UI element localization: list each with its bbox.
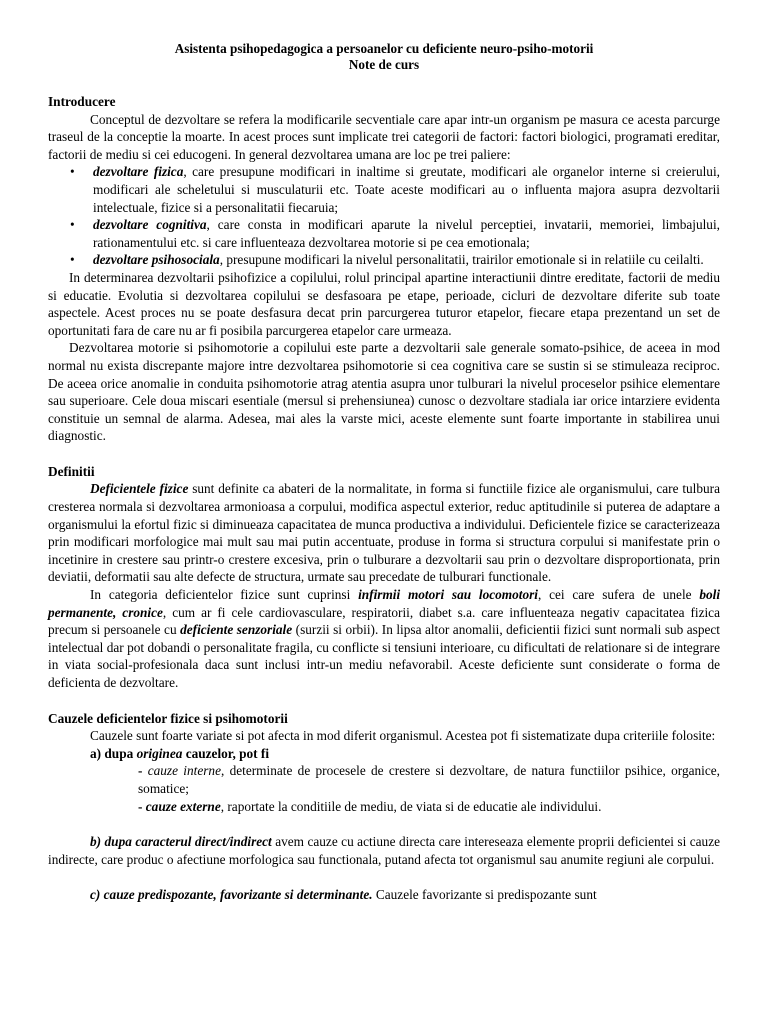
list-item-text: , determinate de procesele de crestere si dezvoltare, de natura functiilor psihice, organice, somatice; <box>138 763 720 796</box>
term: dezvoltare psihosociala <box>93 252 220 268</box>
subheading-text: cauzelor, pot fi <box>182 745 270 761</box>
list-item <box>70 251 720 269</box>
paragraph-text: In categoria deficientelor fizice sunt cuprinsi <box>90 587 359 603</box>
term: infirmii motori sau locomotori <box>358 587 538 603</box>
paragraph-text: , cum ar fi cele cardiovasculare, respiratorii, diabet s.a. care influenteaza negativ capacitatea fizica precum si persoanele cu <box>48 604 720 638</box>
list-item-text: , care consta in modificari aparute la nivelul perceptiei, invatarii, memoriei, limbajului, rationamentului etc. si care influenteaza dezvoltarea motorie si pe cea emotionala; <box>93 217 720 250</box>
paragraph <box>48 886 720 904</box>
term: cauze externe <box>145 798 221 814</box>
term: originea <box>136 745 183 761</box>
term: deficiente senzoriale <box>180 622 293 638</box>
term: cauze interne <box>147 763 221 779</box>
paragraph-text: avem cauze cu actiune directa care intereseaza elemente proprii deficientei si cauze indirecte, care produc o afectiune morfologica sau functionala, putand afecta tot organismul sau anumite regiuni ale corpului. <box>48 834 720 867</box>
list-item <box>70 163 720 216</box>
list-item <box>138 762 720 797</box>
bullet-list <box>48 163 720 269</box>
section-heading-introducere: Introducere <box>48 94 116 109</box>
list-item <box>70 216 720 251</box>
paragraph-text: (surzii si orbii). In lipsa altor anomalii, deficientii fizici sunt normali sub aspect intelectual dar pot dobandi o personalitate fragila, cu conflicte si tensiuni interioare, cu dificultati de relationare si de integrare in viata social-profesionala daca sunt inclusi intr-un mediu nefavorabil. Aceste deficiente sunt considerate o forma de deficienta de dezvoltare. <box>48 622 721 690</box>
document-title: Asistenta psihopedagogica a persoanelor cu deficiente neuro-psiho-motorii <box>174 41 594 56</box>
list-item-text: , presupune modificari la nivelul personalitatii, trairilor emotionale si in relatiile cu ceilalti. <box>219 252 704 268</box>
paragraph: Conceptul de dezvoltare se refera la modificarile secventiale care apar intr-un organism pe masura ce acesta parcurge traseul de la conceptie la moarte. In acest proces sunt implicate trei categorii de factori: factori biologici, programati ereditar, factorii de mediu si cei educogeni. In general dezvoltarea umana are loc pe trei paliere: <box>48 111 720 162</box>
dash-marker: - <box>138 763 148 779</box>
paragraph-text: Cauzele favorizante si predispozante sunt <box>372 887 597 903</box>
term: boli permanente, cronice <box>48 587 721 620</box>
term: c) cauze predispozante, favorizante si determinante. <box>90 887 373 903</box>
section-heading-definitii: Definitii <box>48 463 95 479</box>
paragraph: In determinarea dezvoltarii psihofizice a copilului, rolul principal apartine interactiunii dintre ereditate, factorii de mediu si educatie. Evolutia si dezvoltarea copilului se desfasoara pe etape, perioade, cicluri de dezvoltare diferite sub toate aspectele. Acest proces nu se poate desfasura decat prin parcurgerea tuturor etapelor, fiecare etapa prezentand un set de oportunitati fara de care nu ar fi posibila parcurgerea etapelor care urmeaza. <box>48 269 720 338</box>
subheading-a <box>48 745 720 763</box>
document-subtitle: Note de curs <box>348 57 420 72</box>
paragraph-text: sunt definite ca abateri de la normalitate, in forma si functiile fizice ale organismului, care tulbura cresterea normala si dezvoltarea armonioasa a corpului, modifica aspectul exterior, reduc aptitudinile si puterea de adaptare a organismului la efortul fizic si diminueaza capacitatea de munca productiva a individului. Deficientele fizice se caracterizeaza prin modificari morfologice mai mult sau mai putin accentuate, produse in forma si structura corpului si manifestate prin o incetinire in crestere sau printr-o crestere excesiva, prin o tulburare a dezvoltarii sau prin o dezvoltare disproportionata, prin deviatii, deformatii sau alte defecte de structura, urmate sau precedate de tulburari functionale. <box>48 481 720 585</box>
dash-list <box>48 762 720 815</box>
paragraph <box>48 586 720 692</box>
bullet-icon: • <box>70 252 75 268</box>
term: b) dupa caracterul direct/indirect <box>90 834 272 850</box>
term: dezvoltare cognitiva <box>93 217 207 233</box>
paragraph <box>48 833 720 868</box>
paragraph: Cauzele sunt foarte variate si pot afecta in mod diferit organismul. Acestea pot fi sistematizate dupa criteriile folosite: <box>90 728 716 744</box>
subheading-text: a) dupa <box>90 745 137 761</box>
paragraph: Dezvoltarea motorie si psihomotorie a copilului este parte a dezvoltarii sale generale somato-psihice, de aceea in mod normal nu exista discrepante majore intre dezvoltarea psihomotorie si cea cognitiva care se sustin si se stimuleaza reciproc. De aceea orice anomalie in conduita psihomotorie atrag atentia asupra unor tulburari la nivelul proceselor psihice elementare sau superioare. Cele doua miscari esentiale (mersul si prehensiunea) cunosc o dezvoltare stadiala iar orice intarziere evidenta constituie un semnal de alarma. Adesea, mai ales la varste mici, aceste elemente sunt foarte importante in stabilirea unui diagnostic. <box>48 340 720 444</box>
list-item-text: , care presupune modificari in inaltime si greutate, modificari ale organelor interne si creierului, modificari ale scheletului si musculaturii etc. Toate aceste modificari au o influenta majora asupra dezvoltarii intelectuale, fizice si a personalitatii fiecaruia; <box>93 164 720 215</box>
section-heading-cauze: Cauzele deficientelor fizice si psihomotorii <box>48 710 288 726</box>
term: dezvoltare fizica <box>93 164 184 180</box>
list-item <box>138 798 720 816</box>
bullet-icon: • <box>70 164 75 180</box>
paragraph <box>48 480 720 586</box>
paragraph-text: , cei care sufera de unele <box>537 587 700 603</box>
term: Deficientele fizice <box>90 481 189 497</box>
dash-marker: - <box>138 798 146 814</box>
bullet-icon: • <box>70 217 75 233</box>
list-item-text: , raportate la conditiile de mediu, de viata si de educatie ale individului. <box>220 798 602 814</box>
